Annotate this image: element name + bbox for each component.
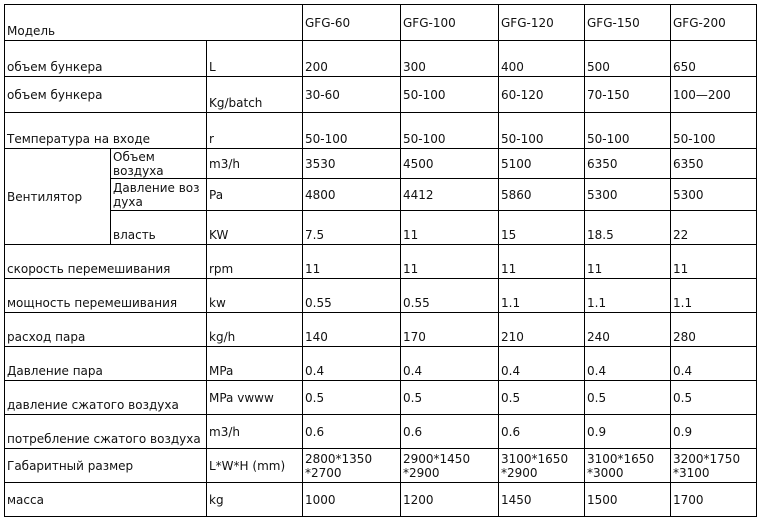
table-row — [5, 245, 757, 279]
value-cell: 1200 — [401, 483, 499, 517]
model-name: GFG-100 — [401, 5, 499, 41]
value-cell: 0.9 — [585, 415, 671, 449]
value-cell: 5300 — [671, 179, 757, 211]
value-cell: 0.5 — [585, 381, 671, 415]
value-cell: 15 — [499, 211, 585, 245]
value-cell: 11 — [499, 245, 585, 279]
value-cell: 50-100 — [303, 113, 401, 149]
table-row — [5, 449, 757, 483]
value-cell: 11 — [401, 211, 499, 245]
value-cell: 11 — [671, 245, 757, 279]
row-label: давление сжатого воздуха — [5, 381, 207, 415]
value-cell: 200 — [303, 41, 401, 77]
value-cell: 50-100 — [401, 113, 499, 149]
table-row — [5, 211, 757, 245]
value-cell: 3100*1650 *3000 — [585, 449, 671, 483]
unit-cell: rpm — [207, 245, 303, 279]
table-row — [5, 313, 757, 347]
row-label: Температура на входе — [5, 113, 207, 149]
value-cell: 0.5 — [499, 381, 585, 415]
unit-cell: MPa vwww — [207, 381, 303, 415]
value-cell: 0.4 — [499, 347, 585, 381]
value-cell: 22 — [671, 211, 757, 245]
row-label: расход пара — [5, 313, 207, 347]
value-cell: 210 — [499, 313, 585, 347]
value-cell: 4412 — [401, 179, 499, 211]
value-cell: 0.55 — [401, 279, 499, 313]
value-cell: 1.1 — [585, 279, 671, 313]
value-cell: 1.1 — [499, 279, 585, 313]
value-cell: 18.5 — [585, 211, 671, 245]
value-cell: 7.5 — [303, 211, 401, 245]
row-label: потребление сжатого воздуха — [5, 415, 207, 449]
value-cell: 5300 — [585, 179, 671, 211]
unit-cell: m3/h — [207, 415, 303, 449]
fan-group-label: Вентилятор — [5, 149, 111, 245]
table-row — [5, 381, 757, 415]
table-row — [5, 279, 757, 313]
value-cell: 0.6 — [401, 415, 499, 449]
value-cell: 1000 — [303, 483, 401, 517]
value-cell: 11 — [585, 245, 671, 279]
unit-cell: MPa — [207, 347, 303, 381]
value-cell: 2800*1350 *2700 — [303, 449, 401, 483]
value-cell: 1700 — [671, 483, 757, 517]
value-cell: 6350 — [671, 149, 757, 179]
value-cell: 0.4 — [585, 347, 671, 381]
value-cell: 11 — [303, 245, 401, 279]
value-cell: 3530 — [303, 149, 401, 179]
model-name: GFG-200 — [671, 5, 757, 41]
row-label: объем бункера — [5, 41, 207, 77]
value-cell: 300 — [401, 41, 499, 77]
value-cell: 5100 — [499, 149, 585, 179]
table-row — [5, 77, 757, 113]
value-cell: 50-100 — [585, 113, 671, 149]
unit-cell: m3/h — [207, 149, 303, 179]
model-header-cell: Модель — [5, 5, 303, 41]
value-cell: 170 — [401, 313, 499, 347]
unit-cell: kg — [207, 483, 303, 517]
row-label: Габаритный размер — [5, 449, 207, 483]
table-row — [5, 483, 757, 517]
value-cell: 0.4 — [671, 347, 757, 381]
value-cell: 50-100 — [671, 113, 757, 149]
value-cell: 5860 — [499, 179, 585, 211]
value-cell: 0.4 — [303, 347, 401, 381]
model-name: GFG-60 — [303, 5, 401, 41]
spec-table — [4, 4, 757, 517]
value-cell: 1450 — [499, 483, 585, 517]
unit-cell: L*W*H (mm) — [207, 449, 303, 483]
unit-cell: r — [207, 113, 303, 149]
model-name: GFG-150 — [585, 5, 671, 41]
table-row — [5, 149, 757, 179]
value-cell: 500 — [585, 41, 671, 77]
unit-cell: L — [207, 41, 303, 77]
value-cell: 4500 — [401, 149, 499, 179]
value-cell: 50-100 — [499, 113, 585, 149]
value-cell: 4800 — [303, 179, 401, 211]
value-cell: 3200*1750 *3100 — [671, 449, 757, 483]
unit-cell: kw — [207, 279, 303, 313]
value-cell: 2900*1450 *2900 — [401, 449, 499, 483]
value-cell: 0.9 — [671, 415, 757, 449]
value-cell: 50-100 — [401, 77, 499, 113]
table-row — [5, 347, 757, 381]
model-name: GFG-120 — [499, 5, 585, 41]
value-cell: 60-120 — [499, 77, 585, 113]
unit-cell: Pa — [207, 179, 303, 211]
unit-cell: kg/h — [207, 313, 303, 347]
header-row — [5, 5, 757, 41]
row-sublabel: Давление воз духа — [111, 179, 207, 211]
value-cell: 6350 — [585, 149, 671, 179]
value-cell: 0.4 — [401, 347, 499, 381]
row-label: масса — [5, 483, 207, 517]
value-cell: 0.6 — [499, 415, 585, 449]
value-cell: 11 — [401, 245, 499, 279]
unit-cell: KW — [207, 211, 303, 245]
row-sublabel: власть — [111, 211, 207, 245]
value-cell: 1.1 — [671, 279, 757, 313]
value-cell: 0.5 — [303, 381, 401, 415]
row-label: мощность перемешивания — [5, 279, 207, 313]
value-cell: 0.5 — [671, 381, 757, 415]
value-cell: 100—200 — [671, 77, 757, 113]
value-cell: 140 — [303, 313, 401, 347]
row-label: Давление пара — [5, 347, 207, 381]
value-cell: 70-150 — [585, 77, 671, 113]
value-cell: 400 — [499, 41, 585, 77]
value-cell: 0.6 — [303, 415, 401, 449]
table-row — [5, 41, 757, 77]
value-cell: 3100*1650 *2900 — [499, 449, 585, 483]
value-cell: 0.55 — [303, 279, 401, 313]
value-cell: 280 — [671, 313, 757, 347]
table-row — [5, 415, 757, 449]
value-cell: 0.5 — [401, 381, 499, 415]
unit-cell: Kg/batch — [207, 77, 303, 113]
value-cell: 30-60 — [303, 77, 401, 113]
table-row — [5, 113, 757, 149]
value-cell: 240 — [585, 313, 671, 347]
table-row — [5, 179, 757, 211]
value-cell: 650 — [671, 41, 757, 77]
row-label: объем бункера — [5, 77, 207, 113]
row-sublabel: Объем воздуха — [111, 149, 207, 179]
value-cell: 1500 — [585, 483, 671, 517]
row-label: скорость перемешивания — [5, 245, 207, 279]
